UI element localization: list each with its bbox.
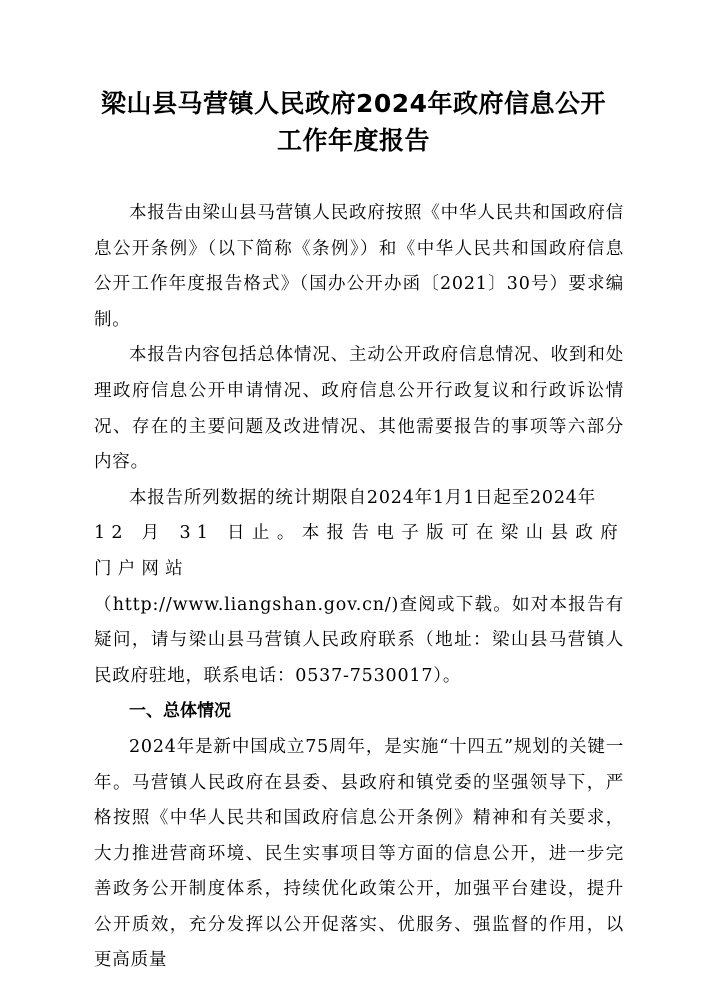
intro-paragraph-3	[94, 481, 624, 695]
report-body	[94, 196, 624, 979]
intro-paragraph-1: 本报告由梁山县马营镇人民政府按照《中华人民共和国政府信息公开条例》（以下简称《条例》）和《中华人民共和国政府信息公开工作年度报告格式》（国办公开办函〔2021〕30号）要求编制。	[94, 203, 624, 330]
report-title-line-2: 工作年度报告	[276, 126, 430, 155]
intro-paragraph-3-line-1: 本报告所列数据的统计期限自2024年1月1日起至2024年	[129, 487, 597, 508]
report-title-line-1: 梁山县马营镇人民政府2024年政府信息公开	[100, 89, 607, 118]
section-1-paragraph-1: 2024年是新中国成立75周年，是实施“十四五”规划的关键一年。马营镇人民政府在县委、县政府和镇党委的坚强领导下，严格按照《中华人民共和国政府信息公开条例》精神和有关要求，大力推进营商环境、民生实事项目等方面的信息公开，进一步完善政务公开制度体系，持续优化政策公开，加强平台建设，提升公开质效，充分发挥以公开促落实、优服务、强监督的作用，以更高质量	[94, 736, 624, 971]
intro-paragraph-2: 本报告内容包括总体情况、主动公开政府信息情况、收到和处理政府信息公开申请情况、政府信息公开行政复议和行政诉讼情况、存在的主要问题及改进情况、其他需要报告的事项等六部分内容。	[94, 345, 624, 473]
section-1-heading: 一、总体情况	[129, 701, 231, 722]
intro-paragraph-3-rest: （http://www.liangshan.gov.cn/)查阅或下载。如对本报告有疑问，请与梁山县马营镇人民政府联系（地址：梁山县马营镇人民政府驻地，联系电话：0537-7530017）。	[94, 594, 624, 686]
intro-paragraph-3-line-2: 12 月 31 日止。本报告电子版可在梁山县政府门户网站	[94, 523, 624, 579]
